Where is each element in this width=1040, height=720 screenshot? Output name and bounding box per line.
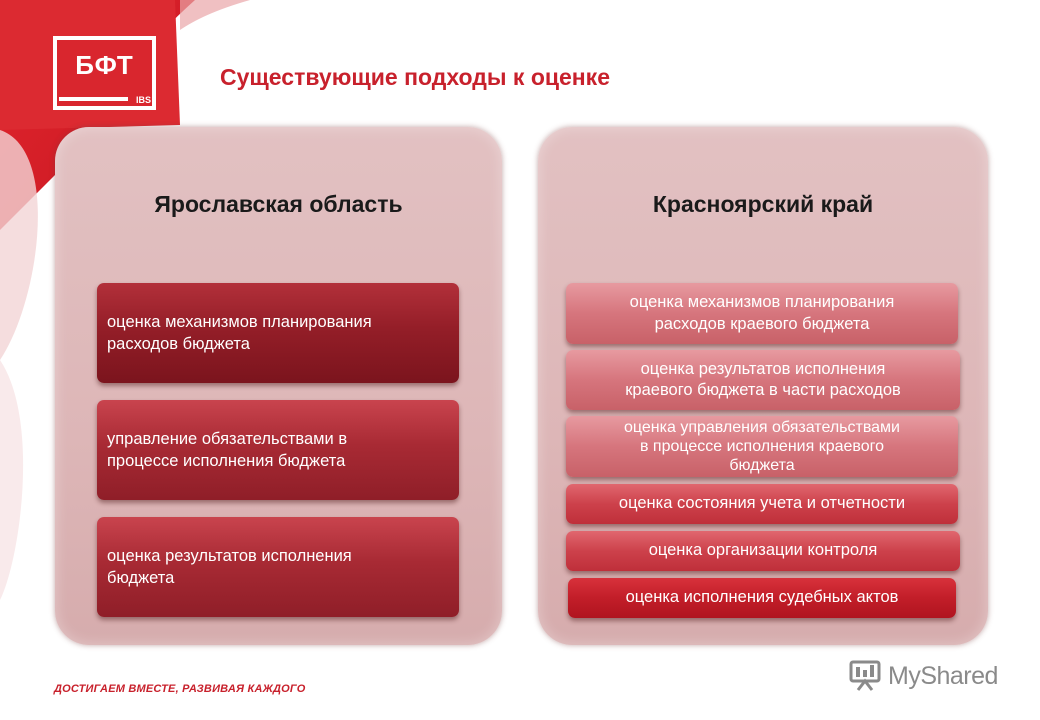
right-item-results: оценка результатов исполнения краевого бюджета в части расходов	[566, 350, 960, 410]
logo-text: БФТ	[75, 50, 134, 80]
right-item-accounting: оценка состояния учета и отчетности	[566, 484, 958, 524]
right-item-court-acts: оценка исполнения судебных актов	[568, 578, 956, 618]
footer-slogan: ДОСТИГАЕМ ВМЕСТЕ, РАЗВИВАЯ КАЖДОГО	[54, 683, 306, 695]
panel-title-yaroslavl: Ярославская область	[154, 191, 403, 217]
left-item-planning: оценка механизмов планирования расходов бюджета	[97, 283, 459, 383]
bft-logo	[53, 36, 156, 110]
page-title: Существующие подходы к оценке	[220, 64, 610, 90]
right-item-control: оценка организации контроля	[566, 531, 960, 571]
left-item-obligations: управление обязательствами в процессе исполнения бюджета	[97, 400, 459, 500]
logo-sub: IBS	[135, 95, 151, 105]
myshared-watermark	[848, 656, 998, 696]
panel-title-krasnoyarsk: Красноярский край	[652, 191, 874, 217]
presentation-board-icon	[848, 659, 882, 693]
watermark-text: MyShared	[888, 661, 998, 690]
right-item-obligations: оценка управления обязательствами в процессе исполнения краевого бюджета	[566, 416, 958, 477]
right-item-planning: оценка механизмов планирования расходов краевого бюджета	[566, 283, 958, 344]
left-item-results: оценка результатов исполнения бюджета	[97, 517, 459, 617]
